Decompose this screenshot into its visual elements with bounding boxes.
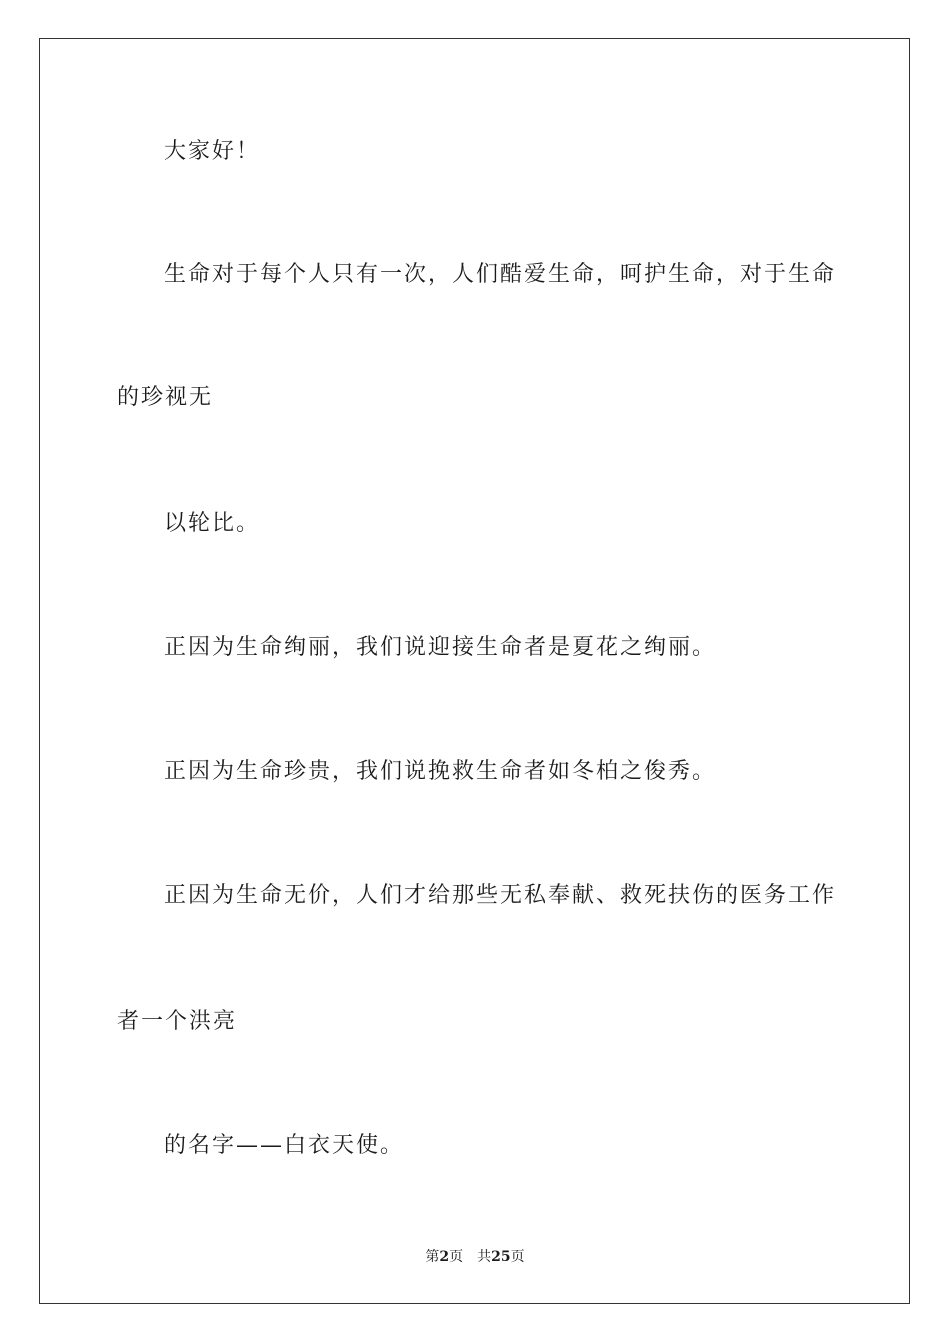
page-border xyxy=(39,38,910,1304)
body-line-1: 生命对于每个人只有一次，人们酷爱生命，呵护生命，对于生命 xyxy=(164,262,837,287)
greeting-line: 大家好！ xyxy=(164,139,261,164)
footer-page-number: 2 xyxy=(439,1249,450,1265)
footer-total-suffix: 页 xyxy=(510,1249,525,1265)
footer-page-prefix: 第 xyxy=(425,1249,440,1265)
body-line-6: 正因为生命无价，人们才给那些无私奉献、救死扶伤的医务工作 xyxy=(164,883,837,908)
body-line-3: 以轮比。 xyxy=(164,511,261,536)
body-line-8: 的名字——白衣天使。 xyxy=(164,1133,405,1158)
footer-total-prefix: 共 xyxy=(477,1249,492,1265)
page-footer xyxy=(0,1247,950,1267)
body-line-2: 的珍视无 xyxy=(117,385,214,410)
body-line-5: 正因为生命珍贵，我们说挽救生命者如冬柏之俊秀。 xyxy=(164,759,717,784)
body-line-7: 者一个洪亮 xyxy=(117,1009,238,1034)
footer-page-suffix: 页 xyxy=(449,1249,464,1265)
footer-total-pages: 25 xyxy=(491,1249,511,1265)
body-line-4: 正因为生命绚丽，我们说迎接生命者是夏花之绚丽。 xyxy=(164,635,717,660)
